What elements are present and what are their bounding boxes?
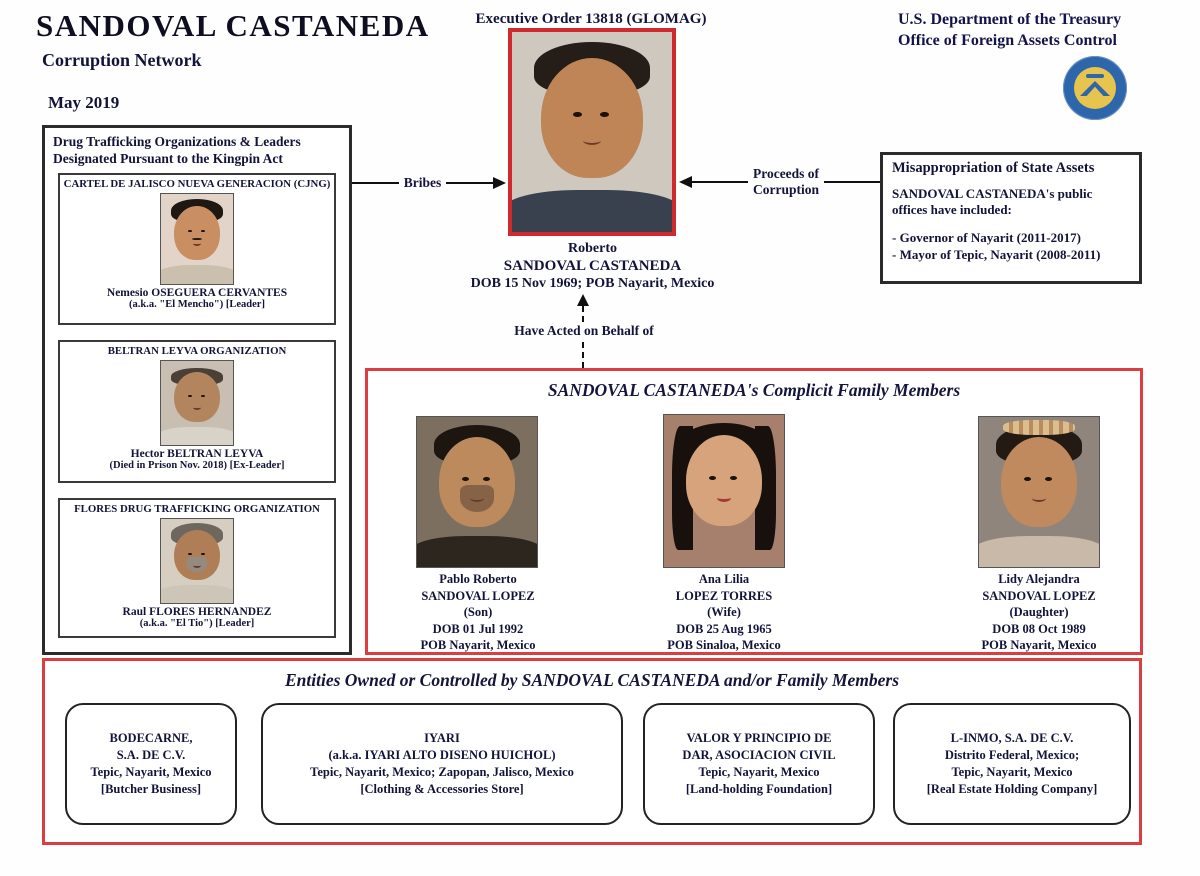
face-eye [462, 477, 469, 481]
face-eye [201, 553, 205, 555]
face-head [541, 58, 643, 178]
flower-crown [1003, 420, 1075, 435]
face-shoulders [978, 536, 1100, 569]
org-leader-name: Hector BELTRAN LEYVA [130, 448, 264, 460]
face-eye [188, 395, 192, 397]
seal-balance [1086, 74, 1104, 78]
page-title: SANDOVAL CASTANEDA [36, 8, 430, 43]
photo-lidy-alejandra-sandoval-lopez [978, 416, 1100, 568]
bribes-arrow [352, 172, 506, 194]
face-eye [1024, 477, 1031, 481]
central-name2: SANDOVAL CASTANEDA [503, 257, 682, 274]
entity-line: Tepic, Nayarit, Mexico [90, 765, 212, 779]
arrow-line [352, 182, 399, 184]
face-shoulders [160, 585, 234, 604]
arrow-line [692, 181, 748, 183]
member-name2: LOPEZ TORRES [675, 588, 773, 603]
central-caption [425, 240, 760, 293]
entity-line: Tepic, Nayarit, Mexico [698, 765, 820, 779]
entity-line: VALOR Y PRINCIPIO DE [686, 731, 832, 745]
central-name1: Roberto [568, 241, 617, 256]
photo-ana-lilia-lopez-torres [663, 414, 785, 568]
dto-header [45, 128, 349, 167]
misappropriation-body [892, 186, 1130, 218]
member-name1: Pablo Roberto [439, 572, 517, 586]
central-dob: DOB 15 Nov 1969; POB Nayarit, Mexico [470, 276, 715, 291]
photo-nemesio-oseguera [160, 193, 234, 285]
entity-line: DAR, ASOCIACION CIVIL [682, 748, 836, 762]
face-mustache [192, 238, 202, 240]
family-caption-daughter [929, 571, 1149, 654]
treasury-seal-icon [1063, 56, 1127, 120]
member-relation: (Son) [463, 605, 493, 619]
face-eye [201, 230, 205, 232]
org-box-beltran-leyva [58, 340, 336, 483]
photo-raul-flores-hernandez [160, 518, 234, 604]
face-eye [730, 476, 737, 480]
treasury-header [898, 9, 1198, 51]
member-name2: SANDOVAL LOPEZ [982, 588, 1096, 603]
face-head [174, 372, 220, 422]
acted-on-behalf-label: Have Acted on Behalf of [514, 323, 654, 338]
face-shoulders [160, 265, 234, 285]
face-mouth [193, 241, 201, 246]
photo-hector-beltran-leyva [160, 360, 234, 446]
arrowhead-right-icon [493, 177, 506, 189]
bribes-label: Bribes [403, 175, 442, 190]
dto-header-line2: Designated Pursuant to the Kingpin Act [53, 151, 283, 166]
entity-iyari [261, 703, 623, 825]
face-eye [201, 395, 205, 397]
face-eye [188, 553, 192, 555]
family-members-box [365, 368, 1143, 655]
misapp-bullet2: - Mayor of Tepic, Nayarit (2008-2011) [892, 247, 1101, 262]
photo-roberto-sandoval-castaneda [508, 28, 676, 236]
misappropriation-bullets [892, 229, 1130, 263]
face-head [439, 437, 516, 527]
org-box-cjng [58, 173, 336, 325]
entity-line: (a.k.a. IYARI ALTO DISENO HUICHOL) [328, 748, 556, 762]
member-name2: SANDOVAL LOPEZ [421, 588, 535, 603]
treasury-line2: Office of Foreign Assets Control [898, 32, 1117, 49]
member-pob: POB Nayarit, Mexico [981, 638, 1097, 652]
entity-line: [Butcher Business] [100, 782, 202, 796]
org-box-flores [58, 498, 336, 638]
org-title: BELTRAN LEYVA ORGANIZATION [107, 345, 287, 357]
face-mouth [193, 405, 201, 410]
entity-valor-y-principio [643, 703, 875, 825]
entities-box-title: Entities Owned or Controlled by SANDOVAL CASTANEDA and/or Family Members [284, 670, 900, 690]
proceeds-line2: Corruption [753, 182, 820, 197]
misapp-body-line1: SANDOVAL CASTANEDA's public [892, 186, 1093, 201]
face-eye [1045, 477, 1052, 481]
face-head [174, 530, 220, 580]
face-eye [573, 112, 582, 117]
face-shoulders [160, 427, 234, 446]
arrowhead-left-icon [679, 176, 692, 188]
face-eye [188, 230, 192, 232]
member-dob: DOB 25 Aug 1965 [676, 621, 772, 636]
member-pob: POB Sinaloa, Mexico [667, 638, 781, 652]
member-name1: Lidy Alejandra [998, 572, 1080, 586]
member-name1: Ana Lilia [698, 572, 750, 586]
org-leader-name: Nemesio OSEGUERA CERVANTES [106, 287, 288, 299]
proceeds-line1: Proceeds of [752, 166, 820, 181]
member-dob: DOB 01 Jul 1992 [432, 621, 524, 636]
org-title: FLORES DRUG TRAFFICKING ORGANIZATION [74, 503, 320, 515]
member-relation: (Daughter) [1009, 605, 1069, 619]
family-caption-son [368, 571, 588, 654]
org-leader-name: Raul FLORES HERNANDEZ [122, 606, 272, 618]
entity-line: Distrito Federal, Mexico; [944, 748, 1080, 762]
member-dob: DOB 08 Oct 1989 [992, 621, 1086, 636]
entity-line: Tepic, Nayarit, Mexico [951, 765, 1073, 779]
misappropriation-box [880, 152, 1142, 284]
face-mouth [1032, 495, 1046, 502]
face-eye [709, 476, 716, 480]
face-shoulders [416, 536, 538, 569]
entity-line: S.A. DE C.V. [116, 748, 186, 762]
face-eye [483, 477, 490, 481]
face-head [1001, 437, 1078, 527]
dto-box [42, 125, 352, 655]
executive-order-label: Executive Order 13818 (GLOMAG) [475, 11, 707, 27]
arrowhead-up-icon [577, 294, 589, 306]
dto-header-line1: Drug Trafficking Organizations & Leaders [53, 134, 301, 149]
face-head [686, 435, 763, 526]
entities-box [42, 658, 1142, 845]
misapp-body-line2: offices have included: [892, 202, 1012, 217]
treasury-line1: U.S. Department of the Treasury [898, 11, 1122, 28]
member-relation: (Wife) [707, 605, 741, 619]
entity-l-inmo [893, 703, 1131, 825]
face-mouth [717, 494, 731, 502]
org-title: CARTEL DE JALISCO NUEVA GENERACION (CJNG) [63, 178, 331, 190]
dashed-line [582, 342, 584, 368]
arrow-line [824, 181, 880, 183]
entity-line: [Clothing & Accessories Store] [360, 782, 524, 796]
proceeds-label [748, 166, 824, 198]
dashed-line [582, 306, 584, 322]
misappropriation-title: Misappropriation of State Assets [892, 160, 1095, 176]
family-box-title: SANDOVAL CASTANEDA's Complicit Family Members [547, 380, 961, 400]
seal-chevron [1080, 81, 1110, 96]
arrow-line [446, 182, 493, 184]
entity-line: [Land-holding Foundation] [685, 782, 833, 796]
entity-line: BODECARNE, [109, 731, 193, 745]
org-leader-note: (Died in Prison Nov. 2018) [Ex-Leader] [109, 460, 285, 471]
entity-line: L-INMO, S.A. DE C.V. [950, 731, 1074, 745]
face-shoulders [508, 190, 676, 236]
photo-pablo-roberto-sandoval-lopez [416, 416, 538, 568]
date-label: May 2019 [48, 93, 120, 112]
entity-line: IYARI [424, 731, 460, 745]
entity-line: [Real Estate Holding Company] [926, 782, 1098, 796]
misapp-bullet1: - Governor of Nayarit (2011-2017) [892, 230, 1081, 245]
face-eye [600, 112, 609, 117]
member-pob: POB Nayarit, Mexico [420, 638, 536, 652]
seal-shield [1074, 67, 1116, 109]
entity-bodecarne [65, 703, 237, 825]
proceeds-arrow [679, 160, 880, 204]
org-leader-note: (a.k.a. "El Mencho") [Leader] [129, 299, 265, 310]
family-caption-wife [614, 571, 834, 654]
face-mouth [193, 563, 201, 568]
org-leader-note: (a.k.a. "El Tio") [Leader] [139, 618, 255, 629]
page-subtitle: Corruption Network [42, 50, 202, 70]
face-head [174, 206, 220, 260]
entity-line: Tepic, Nayarit, Mexico; Zapopan, Jalisco, Mexico [310, 765, 574, 779]
face-mouth [583, 136, 601, 145]
